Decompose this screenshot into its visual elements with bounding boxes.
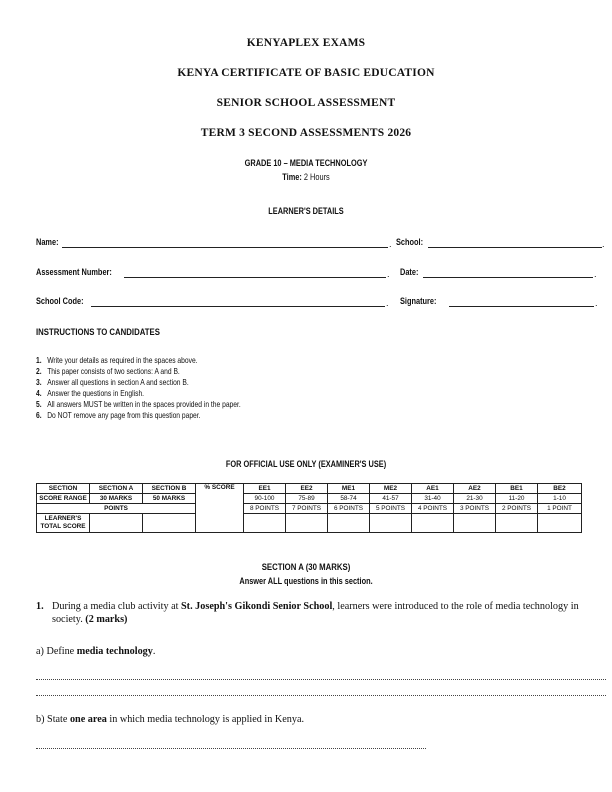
cell-empty	[244, 514, 286, 533]
cell-section-b: SECTION B	[143, 484, 196, 494]
cell-ae2: AE2	[454, 484, 496, 494]
cell-empty	[412, 514, 454, 533]
cell-points-value: 7 POINTS	[286, 504, 328, 514]
cell-section: SECTION	[37, 484, 90, 494]
cell-points-value: 3 POINTS	[454, 504, 496, 514]
instructions-list	[36, 355, 292, 420]
header-assessment: SENIOR SCHOOL ASSESSMENT	[216, 97, 396, 109]
cell-section-b-score[interactable]	[143, 514, 196, 533]
learner-details-title: LEARNER'S DETAILS	[268, 206, 344, 216]
name-field[interactable]	[62, 247, 388, 248]
date-label: Date:	[400, 267, 419, 277]
cell-points-value: 2 POINTS	[496, 504, 538, 514]
school-name: St. Joseph's Gikondi Senior School	[181, 601, 333, 612]
cell-range: 21-30	[454, 494, 496, 504]
official-use-title: FOR OFFICIAL USE ONLY (EXAMINER'S USE)	[225, 459, 387, 469]
instruction-item: 6. Do NOT remove any page from this question paper.	[36, 409, 201, 420]
question-1b: b) State one area in which media technology is applied in Kenya.	[36, 714, 305, 725]
assessment-number-field[interactable]	[124, 277, 386, 278]
cell-points-value: 5 POINTS	[370, 504, 412, 514]
cell-empty	[328, 514, 370, 533]
cell-empty	[496, 514, 538, 533]
cell-percent-score: % SCORE	[196, 484, 244, 533]
cell-range: 31-40	[412, 494, 454, 504]
signature-field[interactable]	[449, 306, 594, 307]
header-term: TERM 3 SECOND ASSESSMENTS 2026	[200, 127, 412, 139]
answer-line-1b[interactable]	[36, 748, 426, 749]
cell-range: 1-10	[538, 494, 582, 504]
time-line	[55, 172, 557, 182]
cell-be1: BE1	[496, 484, 538, 494]
cell-points-value: 6 POINTS	[328, 504, 370, 514]
cell-50-marks: 50 MARKS	[143, 494, 196, 504]
assessment-dot: .	[387, 269, 390, 279]
question-marks: (2 marks)	[85, 614, 128, 625]
name-label: Name:	[36, 237, 59, 247]
cell-score-range: SCORE RANGE	[37, 494, 90, 504]
school-field[interactable]	[428, 247, 602, 248]
cell-points-value: 4 POINTS	[412, 504, 454, 514]
cell-be2: BE2	[538, 484, 582, 494]
code-dot: .	[386, 298, 389, 308]
answer-line-1a-1[interactable]	[36, 679, 606, 680]
cell-points: POINTS	[37, 504, 196, 514]
cell-section-a: SECTION A	[90, 484, 143, 494]
table-row	[37, 514, 582, 533]
section-a-subtitle: Answer ALL questions in this section.	[239, 576, 373, 586]
name-school-row	[36, 237, 606, 251]
date-dot: .	[594, 269, 597, 279]
official-score-table	[36, 483, 582, 533]
instruction-item: 5. All answers MUST be written in the spaces provided in the paper.	[36, 398, 241, 409]
cell-empty	[454, 514, 496, 533]
cell-range: 58-74	[328, 494, 370, 504]
table-row	[37, 504, 582, 514]
table-row	[37, 484, 582, 494]
school-code-field[interactable]	[91, 306, 385, 307]
instruction-item: 3. Answer all questions in section A and section B.	[36, 376, 189, 387]
instruction-item: 2. This paper consists of two sections: A and B.	[36, 365, 180, 376]
cell-me1: ME1	[328, 484, 370, 494]
school-label: School:	[396, 237, 424, 247]
answer-line-1a-2[interactable]	[36, 695, 606, 696]
code-signature-row	[36, 296, 606, 310]
instruction-item: 1. Write your details as required in the spaces above.	[36, 355, 198, 365]
date-field[interactable]	[423, 277, 593, 278]
question-1a: a) Define media technology.	[36, 646, 156, 657]
cell-range: 75-89	[286, 494, 328, 504]
cell-ae1: AE1	[412, 484, 454, 494]
cell-empty	[538, 514, 582, 533]
cell-empty	[286, 514, 328, 533]
cell-total-score-label: LEARNER'S TOTAL SCORE	[37, 514, 90, 533]
cell-me2: ME2	[370, 484, 412, 494]
instruction-item: 4. Answer the questions in English.	[36, 387, 145, 398]
time-label: Time:	[282, 172, 302, 182]
school-code-label: School Code:	[36, 296, 84, 306]
cell-empty	[370, 514, 412, 533]
cell-range: 90-100	[244, 494, 286, 504]
school-dot: .	[602, 239, 605, 249]
name-dot: .	[389, 239, 392, 249]
cell-section-a-score[interactable]	[90, 514, 143, 533]
signature-dot: .	[595, 298, 598, 308]
header-kcbe: KENYA CERTIFICATE OF BASIC EDUCATION	[177, 67, 435, 79]
cell-ee2: EE2	[286, 484, 328, 494]
cell-range: 41-57	[370, 494, 412, 504]
table-row	[37, 494, 582, 504]
time-value: 2 Hours	[301, 172, 330, 182]
section-a-title: SECTION A (30 MARKS)	[261, 562, 351, 573]
cell-points-value: 8 POINTS	[244, 504, 286, 514]
question-1-text: During a media club activity at St. Joseph's Gikondi Senior School, learners were introduced to the role of media technology in society. (2 marks)	[52, 601, 579, 625]
signature-label: Signature:	[400, 296, 437, 306]
cell-ee1: EE1	[244, 484, 286, 494]
cell-30-marks: 30 MARKS	[90, 494, 143, 504]
cell-points-value: 1 POINT	[538, 504, 582, 514]
grade-subject: GRADE 10 – MEDIA TECHNOLOGY	[244, 158, 368, 168]
cell-range: 11-20	[496, 494, 538, 504]
assessment-number-label: Assessment Number:	[36, 267, 112, 277]
assessment-date-row	[36, 267, 606, 281]
question-number: 1.	[36, 601, 44, 612]
header-exams: KENYAPLEX EXAMS	[246, 37, 366, 49]
instructions-title: INSTRUCTIONS TO CANDIDATES	[36, 327, 160, 338]
